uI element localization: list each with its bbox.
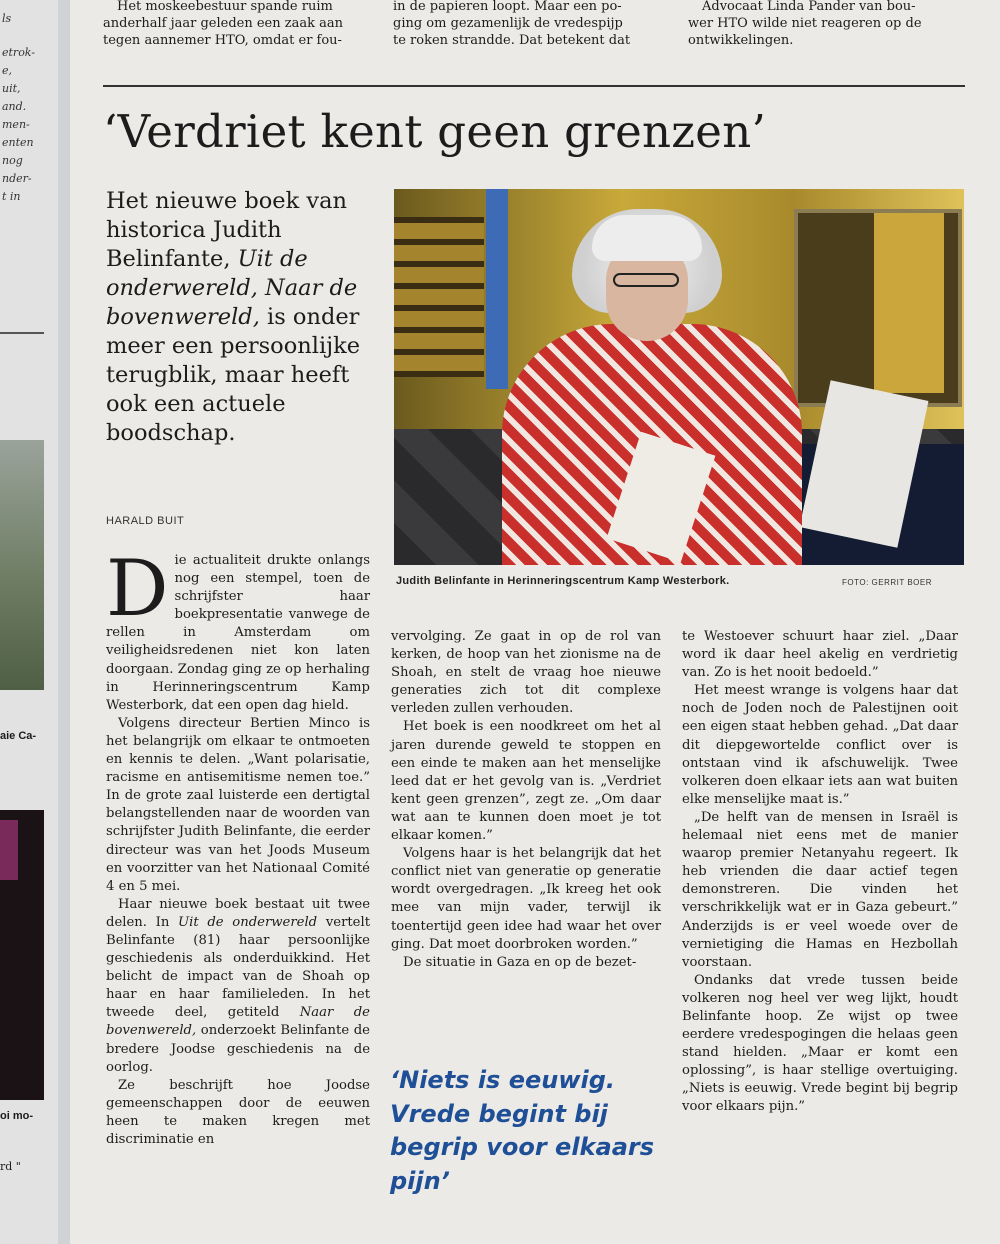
page-fragment: etrok- [2,46,35,59]
adjacent-photo [0,810,44,1100]
photo-caption: Judith Belinfante in Herinneringscentrum Kamp Westerbork. [396,575,730,587]
page-fragment: enten [2,136,34,149]
previous-article-column [393,0,665,49]
page-fragment: uit, [2,82,21,95]
drop-cap: D [106,544,169,634]
headline: ‘Verdriet kent geen grenzen’ [103,105,767,158]
paragraph: Die actualiteit drukte onlangs nog een stempel, toen de schrijfster haar boekpresentatie vanwege de rellen in Amsterdam om veiligheidsredenen niet kon laten doorgaan. Zondag ging ze op herhaling in Herinneringscentrum Kamp Westerbork, dat een open dag hield. [106,544,370,713]
paragraph: Ze beschrijft hoe Joodse gemeenschappen door de eeuwen heen te maken kregen met discriminatie en [106,1077,370,1147]
book-title: Uit de onderwereld, Naar de bovenwereld, [106,246,358,330]
text-line: Advocaat Linda Pander van bou- [702,0,916,14]
divider [0,332,44,334]
photo-credit: FOTO: GERRIT BOER [842,578,932,587]
paragraph: De situatie in Gaza en op de bezet- [403,954,637,970]
adjacent-page [0,0,58,1244]
page-fragment: t in [2,190,21,203]
paragraph: Volgens haar is het belangrijk dat het conflict niet van generatie op generatie wordt overgedragen. „Ik kreeg het ook mee van mijn vader, terwijl ik toentertijd geen idee had waar het over ging. Dat moet doorbroken worden.” [391,846,661,952]
paragraph: vervolging. Ze gaat in op de rol van kerken, de hoop van het zionisme na de Shoah, en stelt de vraag hoe nieuwe generaties zich tot dit complexe verleden zullen verhouden. [391,629,661,717]
paragraph: te Westoever schuurt haar ziel. „Daar word ik daar heel akelig en verdrietig van. Zo is het nooit bedoeld.” [682,629,958,681]
paragraph: Het boek is een noodkreet om het al jaren durende geweld te stoppen en een einde te maken aan het menselijke leed dat er het gevolg van is. „Verdriet kent geen grenzen”, zegt ze. „Om daar wat aan te kunnen doen moet je tot elkaar komen.” [391,719,661,844]
text-line: in de papieren loopt. Maar een po- [393,0,622,14]
byline: HARALD BUIT [106,515,185,527]
intro-text: is onder meer een persoonlijke terugblik, maar heeft ook een actuele boodschap. [106,304,361,446]
text-line: ging om gezamenlijk de vredespijp [393,16,623,31]
text-line: Het moskeebestuur spande ruim [117,0,333,14]
page-fragment: and. [2,100,27,113]
text-line: anderhalf jaar geleden een zaak aan [103,16,343,31]
article-intro [106,187,378,448]
page-fragment: nder- [2,172,32,185]
previous-article-column [103,0,371,49]
article-column-3 [682,628,958,1117]
text-line: wer HTO wilde niet reageren op de [688,16,922,31]
article-photo [394,189,964,565]
adjacent-caption: aie Ca- [0,730,37,742]
adjacent-photo [0,440,44,690]
article-column-1 [106,544,370,1149]
previous-article-column [688,0,964,49]
paragraph: Volgens directeur Bertien Minco is het belangrijk om elkaar te ontmoeten en kennis te delen. „Want polarisatie, racisme en antisemitisme nemen toe.” In de grote zaal luisterde een dertigtal belangstellenden naar de woorden van schrijfster Judith Belinfante, die eerder directeur was van het Joods Museum en voorzitter van het Nationaal Comité 4 en 5 mei. [106,715,370,894]
intro-text: Het nieuwe boek van historica Judith Belinfante, [106,188,348,272]
article-column-2 [391,628,661,972]
text-line: ontwikkelingen. [688,33,794,48]
paragraph: Het meest wrange is volgens haar dat noch de Joden noch de Palestijnen ooit een eigen staat hebben gehad. „Dat daar dit diepgewortelde conflict over is ontstaan vind ik afschuwelijk. Twee volkeren doen elkaar iets aan wat buiten elke menselijke maat is.” [682,683,958,807]
adjacent-caption: rd " [0,1160,21,1173]
page-fragment: nog [2,154,23,167]
adjacent-caption: oi mo- [0,1110,33,1122]
page-fragment: men- [2,118,30,131]
text-line: te roken strandde. Dat betekent dat [393,33,631,48]
paragraph: Ondanks dat vrede tussen beide volkeren nog heel ver weg lijkt, houdt Belinfante hoop. Ze wijst op twee eerdere vredespogingen die helaas geen stand hielden. „Maar er komt een oplossing”, is haar stellige overtuiging. „Niets is eeuwig. Vrede begint bij begrip voor elkaars pijn.” [682,972,958,1115]
page-fragment: ls [2,12,12,25]
pull-quote: ‘Niets is eeuwig. Vrede begint bij begrip voor elkaars pijn’ [390,1066,655,1195]
page-fragment: e, [2,64,13,77]
paragraph: „De helft van de mensen in Israël is helemaal niet eens met de manier waarop premier Netanyahu regeert. Ik heb vrienden die daar actief tegen demonstreren. Die vinden het verschrikkelijk wat er in Gaza gebeurt.” Anderzijds is er veel woede over de vernietiging die Hamas en Hezbollah voorstaan. [682,809,958,970]
text-line: tegen aannemer HTO, omdat er fou- [103,33,342,48]
paragraph: Haar nieuwe boek bestaat uit twee delen. In Uit de onderwereld vertelt Belinfante (81) haar persoonlijke geschiedenis als onderduikkind. Het belicht de impact van de Shoah op haar en haar familieleden. In het tweede deel, getiteld Naar de bovenwereld, onderzoekt Belinfante de bredere Joodse geschiedenis na de oorlog. [106,896,370,1075]
section-divider [103,85,965,87]
